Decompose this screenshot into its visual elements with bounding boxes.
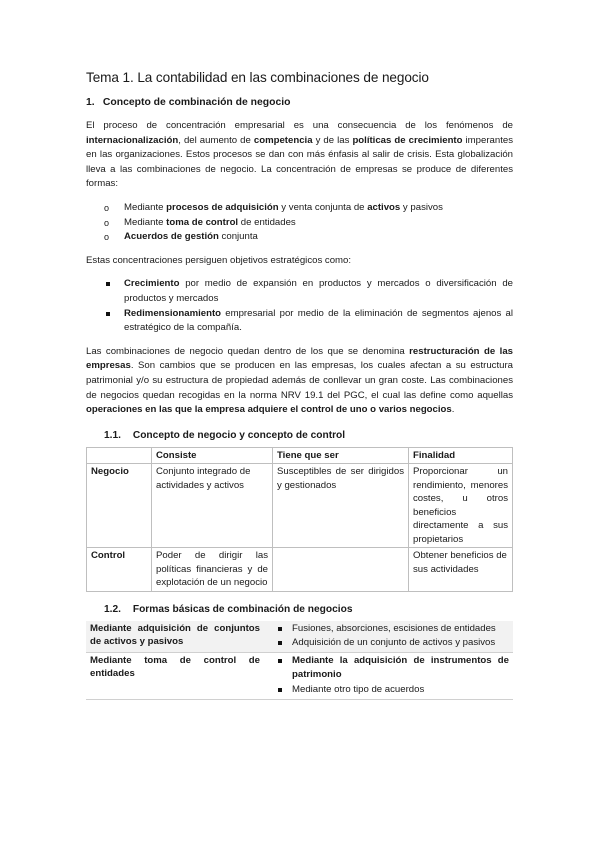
section-title: Concepto de combinación de negocio bbox=[102, 97, 291, 108]
table-cell: Proporcionar un rendimiento, menores costes, u otros beneficios directamente a sus propietarios bbox=[409, 464, 513, 548]
bold-run: Acuerdos de gestión bbox=[124, 231, 219, 243]
list-item: Fusiones, absorciones, escisiones de entidades bbox=[268, 622, 509, 637]
text-run: imperantes en las organizaciones. Estos procesos se dan con más énfasis al salir de crisis. Esta globalización lleva a las combinaciones de negocio. La concentración de empresas se produce de diferentes formas: bbox=[86, 134, 513, 190]
text-run: conjunta bbox=[218, 231, 258, 243]
table-cell: Obtener beneficios de sus actividades bbox=[409, 548, 513, 592]
bold-run: operaciones en las que la empresa adquiere el control de uno o varios negocios bbox=[86, 404, 452, 416]
table-cell bbox=[264, 621, 513, 653]
bold-run: restructuración de las empresas bbox=[86, 345, 513, 372]
text-run: por medio de expansión en productos y mercados o diversificación de productos y mercados bbox=[124, 278, 513, 304]
text-run: de entidades bbox=[238, 216, 296, 228]
bold-run: toma de control bbox=[166, 216, 239, 228]
text-run: . bbox=[451, 404, 455, 416]
subsection-number: 1.2. bbox=[104, 603, 121, 615]
list-item: Mediante la adquisición de instrumentos de patrimonio bbox=[268, 654, 509, 683]
table-header-row bbox=[87, 447, 513, 464]
bold-run: Redimensionamiento bbox=[124, 307, 222, 319]
list-item bbox=[86, 307, 513, 336]
subsection-title: Formas básicas de combinación de negocios bbox=[132, 603, 353, 615]
objectives-list bbox=[86, 277, 513, 335]
table-cell bbox=[264, 652, 513, 699]
list-item: Mediante otro tipo de acuerdos bbox=[268, 683, 509, 698]
concepts-table bbox=[86, 447, 513, 592]
forms-list bbox=[86, 201, 513, 245]
bold-run: Crecimiento bbox=[124, 278, 180, 290]
section-number: 1. bbox=[86, 97, 95, 108]
text-run: El proceso de concentración empresarial es una consecuencia de los fenómenos de bbox=[86, 120, 513, 131]
text-run: Las combinaciones de negocio quedan dentro de los que se denomina bbox=[86, 345, 410, 357]
section-heading bbox=[86, 97, 513, 108]
table-cell bbox=[273, 548, 409, 592]
table-cell: Conjunto integrado de actividades y activos bbox=[152, 464, 273, 548]
table-row bbox=[87, 548, 513, 592]
table-header bbox=[87, 447, 152, 464]
table-header: Tiene que ser bbox=[273, 447, 409, 464]
table-row bbox=[86, 652, 513, 699]
bold-run: internacionalización bbox=[86, 134, 179, 146]
list-item bbox=[86, 230, 513, 245]
subsection-heading bbox=[104, 604, 513, 615]
text-run: , del aumento de bbox=[178, 134, 254, 146]
forms-table bbox=[86, 621, 513, 700]
table-header: Consiste bbox=[152, 447, 273, 464]
subsection-heading bbox=[104, 430, 513, 441]
table-cell: Mediante adquisición de conjuntos de activos y pasivos bbox=[86, 621, 264, 653]
subsection-number: 1.1. bbox=[104, 429, 121, 441]
table-cell: Susceptibles de ser dirigidos y gestionados bbox=[273, 464, 409, 548]
objectives-intro: Estas concentraciones persiguen objetivos estratégicos como: bbox=[86, 254, 352, 266]
page-title: Tema 1. La contabilidad en las combinaciones de negocio bbox=[86, 70, 429, 85]
cell-list bbox=[268, 654, 509, 698]
table-cell: Mediante toma de control de entidades bbox=[86, 652, 264, 699]
table-cell: Negocio bbox=[87, 464, 152, 548]
bold-run: procesos de adquisición bbox=[166, 201, 279, 213]
bold-run: activos bbox=[367, 201, 401, 213]
text-run: y de las bbox=[312, 134, 353, 146]
table-cell: Control bbox=[87, 548, 152, 592]
text-run: y venta conjunta de bbox=[278, 201, 368, 213]
table-row bbox=[87, 464, 513, 548]
text-run: . Son cambios que se producen en las empresas, los cuales afectan a su estructura patrimonial y/o su estructura de propiedad además de conllevar un gran coste. Las combinaciones de negocios quedan recogidas en la norma NRV 19.1 del PGC, el cual las define como aquellas bbox=[86, 360, 513, 401]
list-item: Adquisición de un conjunto de activos y pasivos bbox=[268, 636, 509, 651]
definition-paragraph bbox=[86, 345, 513, 418]
text-run: empresarial por medio de la eliminación de segmentos ajenos al estratégico de la compañía. bbox=[124, 307, 513, 334]
bold-run: competencia bbox=[253, 134, 313, 146]
list-item bbox=[86, 216, 513, 231]
list-item bbox=[86, 201, 513, 216]
table-cell: Poder de dirigir las políticas financieras y de explotación de un negocio bbox=[152, 548, 273, 592]
list-item bbox=[86, 277, 513, 306]
subsection-title: Concepto de negocio y concepto de control bbox=[132, 429, 346, 441]
table-row bbox=[86, 621, 513, 653]
text-run: Mediante bbox=[124, 216, 167, 228]
text-run: y pasivos bbox=[400, 201, 443, 213]
bold-run: políticas de crecimiento bbox=[352, 134, 463, 146]
text-run: Mediante bbox=[124, 201, 167, 213]
intro-paragraph bbox=[86, 119, 513, 192]
cell-list bbox=[268, 622, 509, 651]
table-header: Finalidad bbox=[409, 447, 513, 464]
